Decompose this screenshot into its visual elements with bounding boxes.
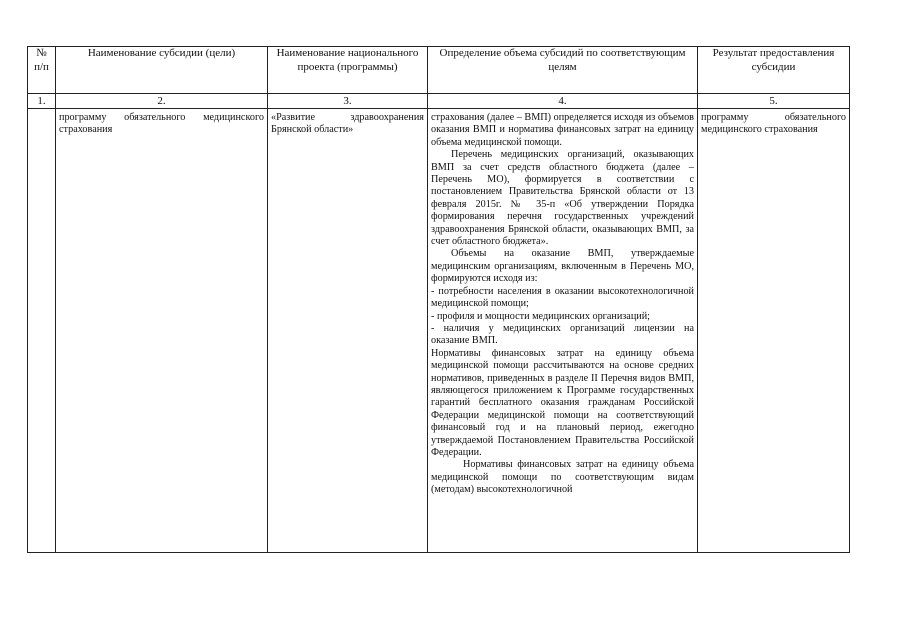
paragraph: Нормативы финансовых затрат на единицу объема медицинской помощи рассчитываются на основе средних нормативов, приведенных в разделе II Перечня видов ВМП, являющегося приложением к Программе государственных гарантий бесплатного оказания гражданам Российской Федерации медицинской помощи на соответствующий финансовый год и на плановый период, ежегодно утверждаемой Постановлением Правительства Российской Федерации. [431,347,694,458]
column-number-3: 3. [268,94,428,109]
paragraph: Нормативы финансовых затрат на единицу объема медицинской помощи по соответствующим видам (методам) высокотехнологичной [431,459,694,496]
column-number-1: 1. [28,94,56,109]
header-result: Результат предоставления субсидии [698,47,850,94]
header-number: № п/п [28,47,56,94]
column-number-4: 4. [428,94,698,109]
column-number-row [28,94,850,109]
header-subsidy-name: Наименование субсидии (цели) [56,47,268,94]
header-subsidy-volume: Определение объема субсидий по соответствующим целям [428,47,698,94]
cell-subsidy-name: программу обязательного медицинского страхования [56,109,268,553]
header-row [28,47,850,94]
cell-number [28,109,56,553]
paragraph: страхования (далее – ВМП) определяется исходя из объемов оказания ВМП и норматива финансовых затрат на единицу объема медицинской помощи. [431,112,694,148]
cell-result: программу обязательного медицинского страхования [698,109,850,553]
column-number-5: 5. [698,94,850,109]
table-row [28,109,850,553]
paragraph: Объемы на оказание ВМП, утверждаемые медицинским организациям, включенным в Перечень МО, формируются исходя из: [431,248,694,285]
list-item: - профиля и мощности медицинских организаций; [431,310,651,322]
subsidy-table [27,46,850,553]
column-number-2: 2. [56,94,268,109]
cell-national-project: «Развитие здравоохранения Брянской области» [268,109,428,553]
header-national-project: Наименование национального проекта (программы) [268,47,428,94]
list-item: - наличия у медицинских организаций лицензии на оказание ВМП. [431,322,694,347]
paragraph: Перечень медицинских организаций, оказывающих ВМП за счет средств областного бюджета (далее – Перечень МО), формируется в соответствии с постановлением Правительства Брянской области от 13 февраля 2015г. № 35-п «Об утверждении Порядка формирования перечня государственных учреждений здравоохранения Брянской области, оказывающих ВМП, за счет областного бюджета». [431,149,694,248]
list-item: - потребности населения в оказании высокотехнологичной медицинской помощи; [431,285,694,310]
cell-subsidy-volume [428,109,698,553]
